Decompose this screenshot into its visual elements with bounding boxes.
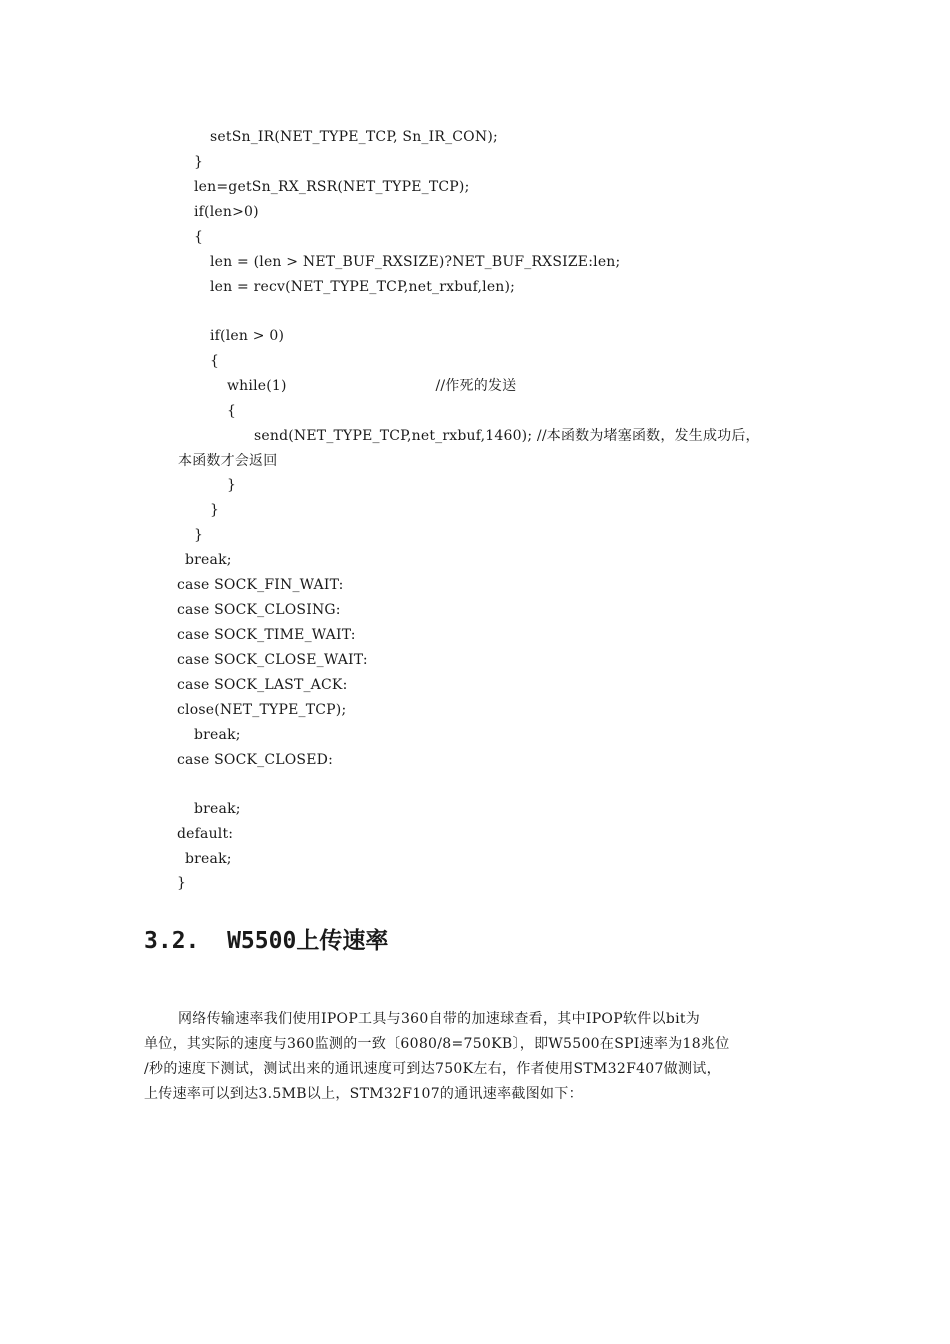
code-line: if(len > 0): [210, 328, 285, 344]
code-line: }: [227, 477, 237, 493]
code-line: 本函数才会返回: [178, 453, 278, 469]
code-line: }: [194, 527, 204, 543]
code-line: len=getSn_RX_RSR(NET_TYPE_TCP);: [194, 179, 470, 195]
code-line: case SOCK_FIN_WAIT:: [177, 577, 344, 593]
code-line: break;: [185, 851, 232, 867]
code-line: case SOCK_CLOSED:: [177, 752, 333, 768]
code-line: default:: [177, 826, 234, 842]
code-line: break;: [185, 552, 232, 568]
code-line: case SOCK_TIME_WAIT:: [177, 627, 356, 643]
code-line: send(NET_TYPE_TCP,net_rxbuf,1460); //本函数为堵塞函数，发生成功后，: [254, 428, 760, 444]
code-line: if(len>0): [194, 204, 259, 220]
code-line: len = recv(NET_TYPE_TCP,net_rxbuf,len);: [210, 279, 516, 295]
code-line: len = (len > NET_BUF_RXSIZE)?NET_BUF_RXSIZE:len;: [210, 254, 621, 270]
code-line: }: [194, 154, 204, 170]
code-line: break;: [194, 801, 241, 817]
code-line: }: [210, 502, 220, 518]
code-line: setSn_IR(NET_TYPE_TCP, Sn_IR_CON);: [210, 129, 498, 145]
paragraph-line: 网络传输速率我们使用IPOP工具与360自带的加速球查看，其中IPOP软件以bit为: [178, 1011, 701, 1027]
code-line: case SOCK_CLOSING:: [177, 602, 341, 618]
paragraph-line: /秒的速度下测试，测试出来的通讯速度可到达750K左右，作者使用STM32F407做测试，: [144, 1061, 721, 1077]
code-line: while(1) //作死的发送: [227, 378, 517, 394]
code-line: }: [177, 875, 187, 891]
paragraph-line: 上传速率可以到达3.5MB以上，STM32F107的通讯速率截图如下：: [144, 1086, 583, 1102]
code-line: {: [194, 229, 204, 245]
section-heading: 3.2. W5500上传速率: [144, 928, 389, 954]
code-line: {: [227, 403, 237, 419]
code-line: break;: [194, 727, 241, 743]
code-line: {: [210, 353, 220, 369]
paragraph-line: 单位，其实际的速度与360监测的一致〔6080/8=750KB〕，即W5500在SPI速率为18兆位: [144, 1036, 730, 1052]
code-line: close(NET_TYPE_TCP);: [177, 702, 347, 718]
code-line: case SOCK_CLOSE_WAIT:: [177, 652, 368, 668]
code-line: case SOCK_LAST_ACK:: [177, 677, 348, 693]
